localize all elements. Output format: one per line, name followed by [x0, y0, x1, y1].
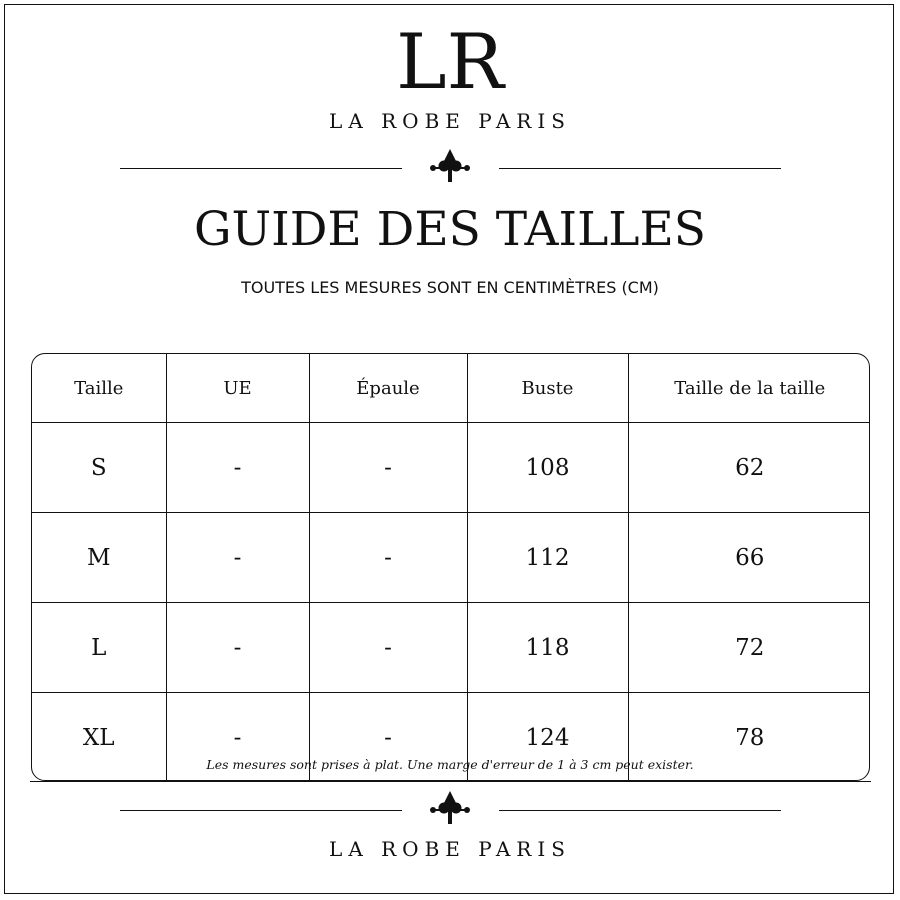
- cell-bust: 124: [467, 693, 628, 782]
- measurement-note: Les mesures sont prises à plat. Une marge d'erreur de 1 à 3 cm peut exister.: [206, 757, 694, 772]
- cell-eu: -: [166, 513, 309, 603]
- cell-shoulder: -: [309, 693, 467, 782]
- cell-eu: -: [166, 693, 309, 782]
- size-table: [31, 353, 870, 781]
- table-underline: [30, 781, 871, 782]
- header-shoulder: Épaule: [309, 354, 467, 423]
- divider-line-right: [499, 168, 781, 169]
- brand-name-top: LA ROBE PARIS: [329, 109, 571, 133]
- cell-waist: 62: [628, 423, 870, 513]
- cell-size: XL: [32, 693, 166, 782]
- header-bust: Buste: [467, 354, 628, 423]
- cell-size: S: [32, 423, 166, 513]
- table-row: [32, 513, 870, 603]
- cell-waist: 66: [628, 513, 870, 603]
- cell-waist: 72: [628, 603, 870, 693]
- divider-line-left: [120, 810, 402, 811]
- cell-waist: 78: [628, 693, 870, 782]
- cell-shoulder: -: [309, 513, 467, 603]
- cell-eu: -: [166, 603, 309, 693]
- table-row: [32, 603, 870, 693]
- divider-line-right: [499, 810, 781, 811]
- cell-bust: 108: [467, 423, 628, 513]
- cell-bust: 112: [467, 513, 628, 603]
- cell-size: L: [32, 603, 166, 693]
- fleur-ornament-icon: [427, 149, 473, 187]
- cell-eu: -: [166, 423, 309, 513]
- units-subtitle: TOUTES LES MESURES SONT EN CENTIMÈTRES (CM): [241, 278, 659, 297]
- page-title: GUIDE DES TAILLES: [194, 202, 706, 257]
- brand-name-bottom: LA ROBE PARIS: [329, 837, 571, 861]
- cell-bust: 118: [467, 603, 628, 693]
- cell-shoulder: -: [309, 423, 467, 513]
- fleur-ornament-icon: [427, 791, 473, 829]
- header-waist: Taille de la taille: [628, 354, 870, 423]
- table-row: [32, 423, 870, 513]
- table-header-row: [32, 354, 870, 423]
- header-size: Taille: [32, 354, 166, 423]
- cell-size: M: [32, 513, 166, 603]
- monogram-logo: LR: [396, 17, 504, 106]
- header-eu: UE: [166, 354, 309, 423]
- cell-shoulder: -: [309, 603, 467, 693]
- divider-line-left: [120, 168, 402, 169]
